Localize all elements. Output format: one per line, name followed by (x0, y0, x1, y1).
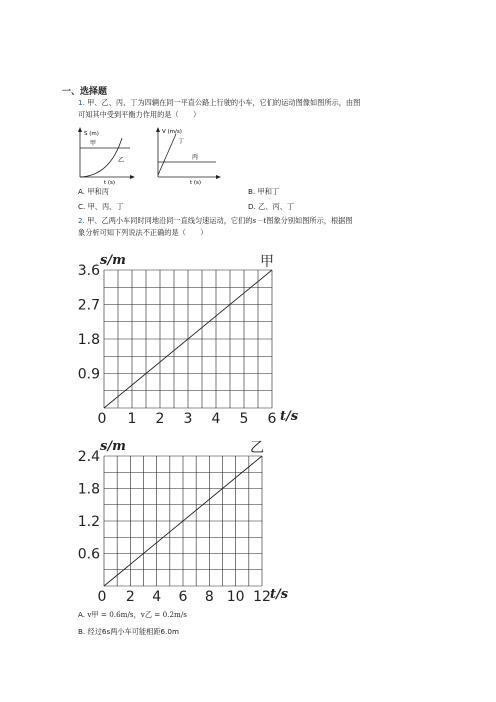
chart-jia-ytick-label: 2.7 (77, 297, 100, 314)
q1-option-c-key: C. (78, 202, 86, 211)
chart-jia-ytick-label: 1.8 (77, 332, 100, 348)
q1-g1-curve-yi (80, 138, 125, 177)
chart-jia-xtick-label: 1 (127, 411, 137, 427)
q1-option-a (78, 187, 109, 197)
chart-jia-xtick-label: 0 (97, 411, 107, 427)
chart-jia-ytick-label: 3.6 (77, 263, 100, 279)
q1-figure (70, 124, 240, 186)
q2-option-b-key: B. (78, 627, 86, 636)
chart-yi-ytick-label: 1.8 (77, 481, 100, 498)
q1-option-a-text: 甲和丙 (87, 187, 109, 196)
chart-yi-title: 乙 (250, 440, 264, 456)
chart-jia-ytick-label: 0.9 (77, 366, 100, 383)
q1-g1-xlabel: t (s) (104, 180, 116, 186)
q2-text-line1-pre: 甲、乙两小车同时同地沿同一直线匀速运动，它们的 (87, 216, 253, 225)
q1-option-d (248, 202, 294, 212)
q2-text-line1-mid: s－t (252, 216, 267, 225)
q1-text-line2: 可知其中受到平衡力作用的是（ ） (78, 110, 201, 119)
chart-yi-xtick-label: 2 (125, 589, 135, 605)
q1-option-c-text: 甲、丙、丁 (87, 202, 124, 211)
q1-g2-label-bing: 丙 (192, 154, 199, 161)
chart-jia-xtick-label: 2 (155, 411, 165, 427)
q1-line1 (78, 97, 360, 108)
chart-yi-xtick-label: 10 (226, 589, 245, 605)
q2-option-b-text: 经过6s两小车可能相距6.0m (87, 627, 179, 636)
q2-option-a-text: v甲 = 0.6m/s，v乙 = 0.2m/s (87, 610, 187, 619)
q1-g2-label-ding: 丁 (178, 138, 185, 145)
q1-graph-1 (78, 127, 135, 186)
chart-yi-ylabel: s/m (100, 439, 126, 454)
chart-yi (62, 432, 318, 612)
q1-option-d-text: 乙、丙、丁 (258, 202, 295, 211)
chart-jia-xtick-label: 6 (267, 411, 277, 427)
chart-yi-xtick-label: 8 (204, 589, 214, 605)
q1-g2-line-ding (158, 134, 176, 175)
chart-yi-xtick-label: 12 (253, 589, 271, 605)
chart-yi-xtick-label: 0 (97, 589, 107, 605)
q1-option-b-text: 甲和丁 (257, 187, 280, 196)
q1-option-c (78, 202, 124, 212)
q1-option-b-key: B. (248, 187, 256, 196)
q1-option-b (248, 187, 279, 197)
q2-text-line1-post: 图象分别如图所示，根据图 (266, 216, 353, 225)
chart-jia-xtick-label: 5 (239, 411, 249, 427)
q1-g2-ylabel: V (m/s) (162, 129, 182, 135)
q2-option-a-key: A. (78, 610, 86, 619)
chart-jia-title: 甲 (260, 254, 274, 270)
q1-g1-label-jia: 甲 (90, 140, 97, 147)
q2-option-a (78, 610, 187, 620)
q1-graph-2 (156, 127, 221, 186)
q1-g1-ylabel: S (m) (84, 131, 99, 137)
q2-option-b (78, 627, 179, 637)
chart-yi-ytick-label: 2.4 (77, 449, 100, 465)
chart-yi-ytick-label: 0.6 (77, 546, 100, 563)
q1-g2-xlabel: t (s) (190, 180, 202, 186)
chart-jia-xtick-label: 4 (211, 411, 221, 427)
q2-line1 (78, 215, 353, 226)
q1-option-d-key: D. (248, 202, 256, 211)
chart-yi-xtick-label: 4 (152, 589, 162, 605)
section-title: 一、选择题 (62, 87, 108, 97)
chart-jia-ylabel: s/m (100, 253, 126, 268)
q2-number: 2. (78, 216, 85, 225)
chart-yi-xtick-label: 6 (178, 589, 188, 605)
q1-text-line1: 甲、乙、丙、丁为四辆在同一平直公路上行驶的小车，它们的运动图像如图所示，由图 (87, 98, 361, 107)
chart-yi-ytick-label: 1.2 (77, 514, 100, 530)
q1-g1-label-yi: 乙 (118, 157, 125, 164)
chart-jia-xtick-label: 3 (183, 411, 193, 427)
q1-number: 1. (78, 98, 85, 107)
q1-option-a-key: A. (78, 187, 86, 196)
chart-jia-xlabel: t/s (280, 409, 299, 424)
chart-jia (62, 244, 318, 434)
chart-yi-xlabel: t/s (270, 587, 289, 602)
q2-text-line2: 象分析可知下列说法不正确的是（ ） (78, 228, 208, 237)
